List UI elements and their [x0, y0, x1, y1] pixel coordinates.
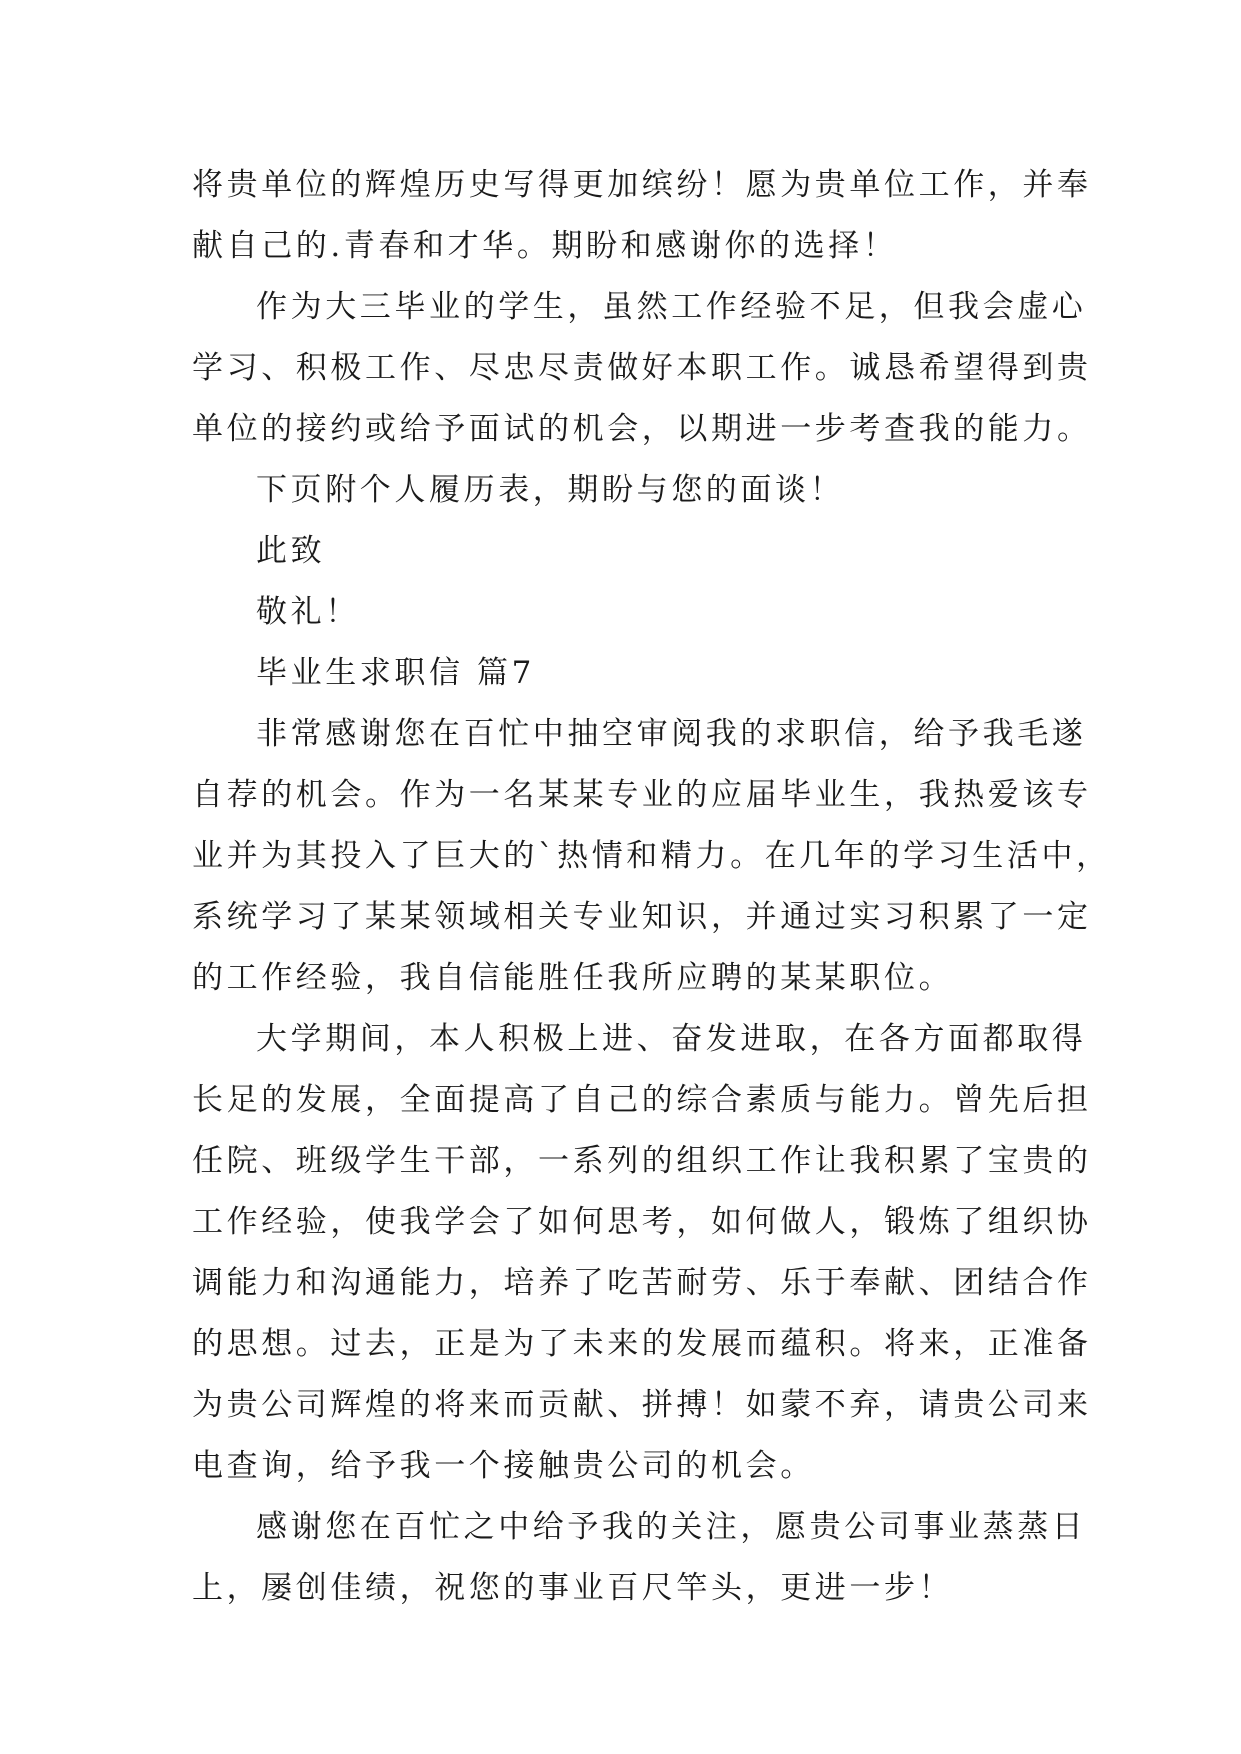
paragraph-start-line: 非常感谢您在百忙中抽空审阅我的求职信，给予我毛遂 — [256, 716, 1087, 752]
document-body — [192, 155, 1111, 1619]
text-line: 调能力和沟通能力，培养了吃苦耐劳、乐于奉献、团结合作 — [192, 1265, 1092, 1301]
text-line: 系统学习了某某领域相关专业知识，并通过实习积累了一定 — [192, 899, 1092, 935]
paragraph-start-line: 下页附个人履历表，期盼与您的面谈！ — [256, 472, 845, 508]
paragraph-start-line: 大学期间，本人积极上进、奋发进取，在各方面都取得 — [256, 1021, 1087, 1057]
text-line: 为贵公司辉煌的将来而贡献、拼搏！如蒙不弃，请贵公司来 — [192, 1387, 1092, 1423]
text-line: 工作经验，使我学会了如何思考，如何做人，锻炼了组织协 — [192, 1204, 1092, 1240]
text-line: 的工作经验，我自信能胜任我所应聘的某某职位。 — [192, 960, 954, 996]
text-line: 单位的接约或给予面试的机会，以期进一步考查我的能力。 — [192, 411, 1092, 447]
paragraph-start-line: 作为大三毕业的学生，虽然工作经验不足，但我会虚心 — [256, 289, 1087, 325]
text-line: 学习、积极工作、尽忠尽责做好本职工作。诚恳希望得到贵 — [192, 350, 1092, 386]
text-line: 电查询，给予我一个接触贵公司的机会。 — [192, 1448, 815, 1484]
text-line: 自荐的机会。作为一名某某专业的应届毕业生，我热爱该专 — [192, 777, 1092, 813]
text-line: 的思想。过去，正是为了未来的发展而蕴积。将来，正准备 — [192, 1326, 1092, 1362]
text-line: 将贵单位的辉煌历史写得更加缤纷！愿为贵单位工作，并奉 — [192, 167, 1092, 203]
closing-salutation: 此致 — [256, 533, 326, 569]
text-line: 长足的发展，全面提高了自己的综合素质与能力。曾先后担 — [192, 1082, 1092, 1118]
paragraph-start-line: 感谢您在百忙之中给予我的关注，愿贵公司事业蒸蒸日 — [256, 1509, 1087, 1545]
section-heading: 毕业生求职信 篇7 — [256, 655, 535, 691]
text-line: 献自己的.青春和才华。期盼和感谢你的选择！ — [192, 228, 898, 264]
closing-regards: 敬礼！ — [256, 594, 360, 630]
text-line: 业并为其投入了巨大的`热情和精力。在几年的学习生活中， — [192, 838, 1111, 874]
text-line: 上，屡创佳绩，祝您的事业百尺竿头，更进一步！ — [192, 1570, 954, 1606]
text-line: 任院、班级学生干部，一系列的组织工作让我积累了宝贵的 — [192, 1143, 1092, 1179]
